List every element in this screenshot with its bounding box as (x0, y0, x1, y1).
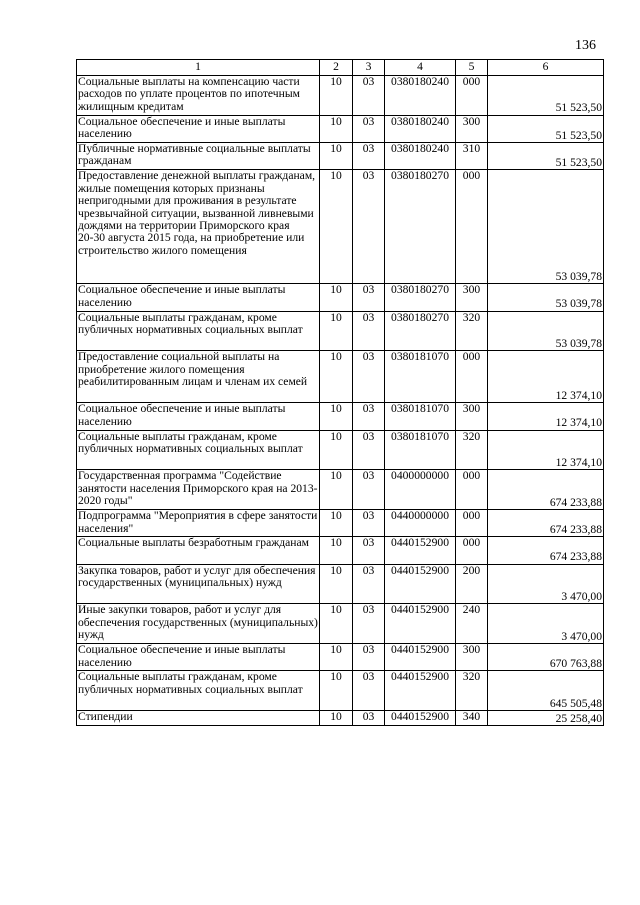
subsection-code-cell: 03 (353, 510, 385, 537)
section-code-cell: 10 (320, 644, 353, 671)
subsection-code-cell: 03 (353, 284, 385, 311)
row-name-cell: Социальное обеспечение и иные выплаты населению (77, 284, 320, 311)
target-article-cell: 0380180270 (385, 170, 456, 284)
amount-cell: 12 374,10 (488, 351, 604, 403)
section-code-cell: 10 (320, 142, 353, 169)
section-code-cell: 10 (320, 470, 353, 510)
column-header: 2 (320, 60, 353, 76)
table-row (77, 604, 604, 644)
row-name-cell: Социальное обеспечение и иные выплаты населению (77, 403, 320, 430)
target-article-cell: 0440152900 (385, 671, 456, 711)
target-article-cell: 0380181070 (385, 430, 456, 470)
subsection-code-cell: 03 (353, 711, 385, 726)
target-article-cell: 0440152900 (385, 537, 456, 564)
row-name-cell: Социальные выплаты безработным гражданам (77, 537, 320, 564)
subsection-code-cell: 03 (353, 170, 385, 284)
table-row (77, 644, 604, 671)
row-name-cell: Закупка товаров, работ и услуг для обеспечения государственных (муниципальных) нужд (77, 564, 320, 604)
subsection-code-cell: 03 (353, 564, 385, 604)
table-row (77, 430, 604, 470)
table-header-row (77, 60, 604, 76)
expense-type-cell: 000 (456, 510, 488, 537)
table-row (77, 510, 604, 537)
row-name-cell: Государственная программа "Содействие занятости населения Приморского края на 2013-2020 годы" (77, 470, 320, 510)
expense-type-cell: 320 (456, 430, 488, 470)
target-article-cell: 0400000000 (385, 470, 456, 510)
row-name-cell: Подпрограмма "Мероприятия в сфере занятости населения" (77, 510, 320, 537)
amount-cell: 3 470,00 (488, 604, 604, 644)
section-code-cell: 10 (320, 351, 353, 403)
subsection-code-cell: 03 (353, 470, 385, 510)
subsection-code-cell: 03 (353, 644, 385, 671)
section-code-cell: 10 (320, 430, 353, 470)
row-name-cell: Предоставление социальной выплаты на приобретение жилого помещения реабилитированным лицам и членам их семей (77, 351, 320, 403)
section-code-cell: 10 (320, 403, 353, 430)
row-name-cell: Социальные выплаты на компенсацию части расходов по уплате процентов по ипотечным жилищным кредитам (77, 76, 320, 116)
expense-type-cell: 300 (456, 644, 488, 671)
target-article-cell: 0440152900 (385, 564, 456, 604)
expense-type-cell: 300 (456, 284, 488, 311)
table-row (77, 671, 604, 711)
expense-type-cell: 340 (456, 711, 488, 726)
section-code-cell: 10 (320, 537, 353, 564)
target-article-cell: 0380181070 (385, 403, 456, 430)
column-header: 5 (456, 60, 488, 76)
target-article-cell: 0380180270 (385, 311, 456, 351)
target-article-cell: 0380180240 (385, 142, 456, 169)
table-row (77, 470, 604, 510)
amount-cell: 12 374,10 (488, 403, 604, 430)
target-article-cell: 0440152900 (385, 711, 456, 726)
table-row (77, 311, 604, 351)
table-row (77, 284, 604, 311)
expense-type-cell: 000 (456, 170, 488, 284)
expense-type-cell: 320 (456, 311, 488, 351)
target-article-cell: 0380180240 (385, 76, 456, 116)
row-name-cell: Иные закупки товаров, работ и услуг для обеспечения государственных (муниципальных) нужд (77, 604, 320, 644)
row-name-cell: Социальные выплаты гражданам, кроме публичных нормативных социальных выплат (77, 311, 320, 351)
section-code-cell: 10 (320, 564, 353, 604)
table-row (77, 351, 604, 403)
table-row (77, 711, 604, 726)
target-article-cell: 0440152900 (385, 604, 456, 644)
row-name-cell: Социальные выплаты гражданам, кроме публичных нормативных социальных выплат (77, 671, 320, 711)
subsection-code-cell: 03 (353, 76, 385, 116)
amount-cell: 674 233,88 (488, 537, 604, 564)
amount-cell: 51 523,50 (488, 115, 604, 142)
subsection-code-cell: 03 (353, 115, 385, 142)
target-article-cell: 0380181070 (385, 351, 456, 403)
target-article-cell: 0380180240 (385, 115, 456, 142)
budget-table (76, 59, 604, 726)
page-number: 136 (575, 38, 596, 53)
expense-type-cell: 300 (456, 403, 488, 430)
subsection-code-cell: 03 (353, 311, 385, 351)
expense-type-cell: 000 (456, 470, 488, 510)
section-code-cell: 10 (320, 115, 353, 142)
table-row (77, 170, 604, 284)
amount-cell: 674 233,88 (488, 510, 604, 537)
amount-cell: 3 470,00 (488, 564, 604, 604)
amount-cell: 12 374,10 (488, 430, 604, 470)
section-code-cell: 10 (320, 311, 353, 351)
section-code-cell: 10 (320, 76, 353, 116)
row-name-cell: Социальное обеспечение и иные выплаты населению (77, 115, 320, 142)
target-article-cell: 0440152900 (385, 644, 456, 671)
table-row (77, 403, 604, 430)
expense-type-cell: 300 (456, 115, 488, 142)
row-name-cell: Предоставление денежной выплаты гражданам, жилые помещения которых признаны непригодными для проживания в результате чрезвычайной ситуации, вызванной ливневыми дождями на территории Приморского края 20-30 августа 2015 года, на приобретение или строительство жилого помещения (77, 170, 320, 284)
column-header: 4 (385, 60, 456, 76)
amount-cell: 53 039,78 (488, 170, 604, 284)
table-row (77, 537, 604, 564)
section-code-cell: 10 (320, 510, 353, 537)
section-code-cell: 10 (320, 284, 353, 311)
section-code-cell: 10 (320, 604, 353, 644)
row-name-cell: Публичные нормативные социальные выплаты гражданам (77, 142, 320, 169)
expense-type-cell: 320 (456, 671, 488, 711)
subsection-code-cell: 03 (353, 537, 385, 564)
table-row (77, 564, 604, 604)
section-code-cell: 10 (320, 711, 353, 726)
amount-cell: 25 258,40 (488, 711, 604, 726)
amount-cell: 51 523,50 (488, 142, 604, 169)
subsection-code-cell: 03 (353, 142, 385, 169)
subsection-code-cell: 03 (353, 671, 385, 711)
subsection-code-cell: 03 (353, 430, 385, 470)
section-code-cell: 10 (320, 671, 353, 711)
column-header: 6 (488, 60, 604, 76)
target-article-cell: 0440000000 (385, 510, 456, 537)
row-name-cell: Стипендии (77, 711, 320, 726)
amount-cell: 53 039,78 (488, 284, 604, 311)
amount-cell: 53 039,78 (488, 311, 604, 351)
expense-type-cell: 000 (456, 76, 488, 116)
expense-type-cell: 310 (456, 142, 488, 169)
column-header: 1 (77, 60, 320, 76)
table-row (77, 115, 604, 142)
expense-type-cell: 000 (456, 537, 488, 564)
row-name-cell: Социальные выплаты гражданам, кроме публичных нормативных социальных выплат (77, 430, 320, 470)
subsection-code-cell: 03 (353, 604, 385, 644)
column-header: 3 (353, 60, 385, 76)
expense-type-cell: 000 (456, 351, 488, 403)
expense-type-cell: 200 (456, 564, 488, 604)
expense-type-cell: 240 (456, 604, 488, 644)
subsection-code-cell: 03 (353, 403, 385, 430)
target-article-cell: 0380180270 (385, 284, 456, 311)
table-row (77, 76, 604, 116)
amount-cell: 674 233,88 (488, 470, 604, 510)
amount-cell: 645 505,48 (488, 671, 604, 711)
table-row (77, 142, 604, 169)
section-code-cell: 10 (320, 170, 353, 284)
amount-cell: 670 763,88 (488, 644, 604, 671)
row-name-cell: Социальное обеспечение и иные выплаты населению (77, 644, 320, 671)
amount-cell: 51 523,50 (488, 76, 604, 116)
subsection-code-cell: 03 (353, 351, 385, 403)
